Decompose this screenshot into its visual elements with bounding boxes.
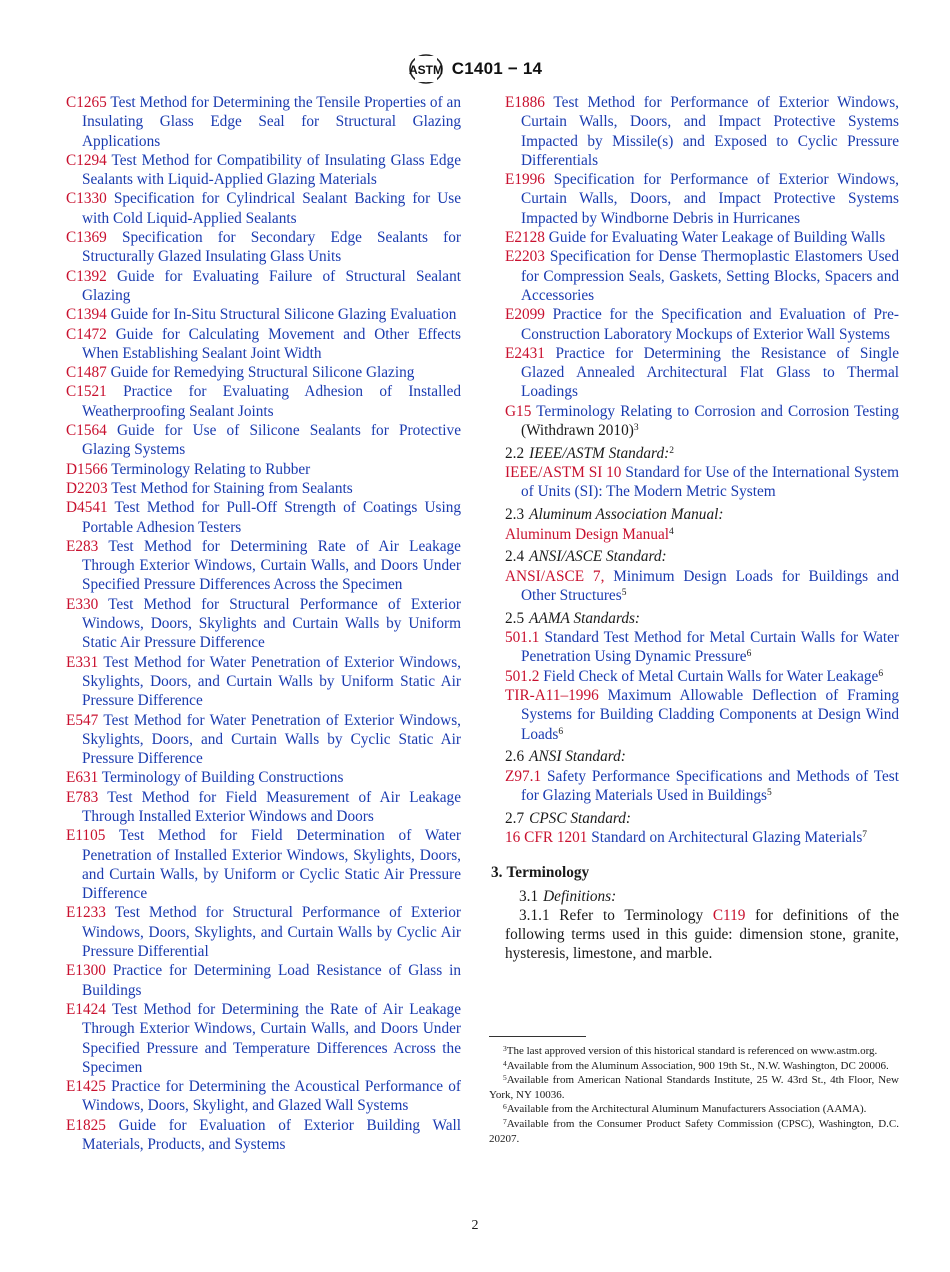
reference-title[interactable]: Guide for In-Situ Structural Silicone Glazing Evaluation	[110, 306, 457, 324]
reference-code[interactable]: C1330	[66, 190, 107, 208]
paragraph-text: 3.1.1 Refer to Terminology	[519, 906, 713, 924]
section-title: Terminology	[506, 864, 590, 882]
reference-title[interactable]: Specification for Secondary Edge Sealants for Structurally Glazed Insulating Glass Units	[82, 229, 461, 266]
subsection-number: 2.4	[505, 548, 525, 566]
reference-entry-z97-1[interactable]	[505, 767, 899, 806]
section-heading-terminology	[491, 863, 899, 882]
footnote-text: Available from the Architectural Aluminum Manufacturers Association (AAMA).	[506, 1103, 867, 1116]
reference-title[interactable]: Test Method for Field Determination of Water Penetration of Installed Exterior Windows, Skylights, Doors, and Curtain Walls, by Uniform or Cyclic Static Air Pressure Difference	[82, 827, 461, 903]
reference-entry[interactable]	[66, 1000, 461, 1077]
subsection-number: 2.3	[505, 506, 525, 524]
reference-code[interactable]: E330	[66, 595, 99, 613]
subsection-label: Aluminum Association Manual:	[529, 506, 724, 524]
subsection-heading-2-2	[505, 444, 899, 463]
footnote-5	[489, 1073, 899, 1102]
reference-code[interactable]: C1394	[66, 306, 107, 324]
reference-title[interactable]: Terminology of Building Constructions	[101, 769, 344, 787]
reference-code[interactable]: E631	[66, 769, 99, 787]
footnote-3	[489, 1044, 899, 1059]
reference-title[interactable]: Practice for Determining the Acoustical Performance of Windows, Doors, Skylight, and Glazed Wall Systems	[82, 1078, 462, 1115]
reference-code[interactable]: E2203	[505, 248, 545, 266]
reference-title[interactable]: Practice for Determining Load Resistance of Glass in Buildings	[82, 962, 461, 999]
subsection-number: 2.7	[505, 809, 525, 827]
footnote-ref[interactable]: 7	[862, 829, 868, 840]
reference-entry[interactable]	[66, 498, 461, 537]
reference-title[interactable]: Test Method for Performance of Exterior Windows, Curtain Walls, Doors, and Impact Protective Systems Impacted by Missile(s) and Exposed to Cyclic Pressure Differentials	[521, 94, 899, 169]
reference-entry[interactable]	[505, 247, 899, 305]
reference-code[interactable]: E1233	[66, 904, 106, 922]
reference-title[interactable]: Field Check of Metal Curtain Walls for Water Leakage	[543, 667, 879, 685]
reference-code[interactable]: ANSI/ASCE 7,	[505, 567, 605, 585]
reference-title[interactable]: Test Method for Determining the Rate of Air Leakage Through Exterior Windows, Curtain Walls, and Doors Under Specified Pressure and Temperature Differences Across the Specimen	[82, 1000, 461, 1076]
reference-title[interactable]: Practice for the Specification and Evaluation of Pre-Construction Laboratory Mockups of Exterior Wall Systems	[521, 306, 899, 343]
subsection-label: IEEE/ASTM Standard:	[529, 444, 670, 462]
reference-code[interactable]: E2431	[505, 344, 545, 362]
reference-code[interactable]: E1105	[66, 827, 106, 845]
subsection-heading-3-1	[505, 887, 899, 906]
reference-title[interactable]: Guide for Remedying Structural Silicone Glazing	[110, 364, 415, 382]
reference-code[interactable]: 501.1	[505, 629, 540, 647]
footnote-text: The last approved version of this historical standard is referenced on www.astm.org.	[506, 1045, 878, 1057]
right-reference-list	[505, 93, 899, 402]
reference-title[interactable]: Test Method for Pull-Off Strength of Coatings Using Portable Adhesion Testers	[82, 499, 461, 536]
reference-title[interactable]: Test Method for Determining Rate of Air Leakage Through Exterior Windows, Curtain Walls, and Doors Under Specified Pressure Differences Across the Specimen	[82, 537, 461, 594]
reference-entry[interactable]	[505, 344, 899, 402]
reference-entry[interactable]	[66, 788, 461, 827]
reference-title[interactable]: Guide for Evaluation of Exterior Building Wall Materials, Products, and Systems	[82, 1116, 461, 1154]
subsection-label: AAMA Standards:	[529, 609, 641, 627]
reference-code[interactable]: TIR-A11–1996	[505, 686, 599, 704]
footnote-6	[489, 1102, 899, 1117]
subsection-label: Definitions:	[543, 887, 617, 905]
subsection-number: 2.2	[505, 444, 525, 462]
footnote-ref[interactable]: 4	[669, 526, 674, 537]
subsection-number: 3.1	[519, 887, 539, 905]
reference-entry[interactable]	[505, 228, 899, 247]
reference-entry[interactable]	[66, 1077, 461, 1116]
reference-title[interactable]: Safety Performance Specifications and Methods of Test for Glazing Materials Used in Buildings	[521, 767, 900, 804]
svg-text:ASTM: ASTM	[408, 63, 443, 77]
reference-entry[interactable]	[66, 479, 461, 498]
reference-code[interactable]: C1564	[66, 422, 107, 440]
reference-entry-16cfr1201[interactable]	[505, 828, 899, 847]
reference-title[interactable]: Minimum Design Loads for Buildings and Other Structures	[521, 567, 900, 604]
reference-entry[interactable]	[66, 653, 461, 711]
page-number: 2	[471, 1218, 479, 1233]
reference-code[interactable]: E283	[66, 537, 99, 555]
reference-title[interactable]: Specification for Cylindrical Sealant Backing for Use with Cold Liquid-Applied Sealants	[82, 190, 461, 227]
reference-code[interactable]: E2099	[505, 306, 545, 324]
reference-code[interactable]: E1825	[66, 1116, 106, 1134]
reference-code[interactable]: 16 CFR 1201	[505, 828, 588, 846]
reference-title[interactable]: Guide for Evaluating Water Leakage of Building Walls	[548, 229, 886, 247]
reference-code[interactable]: C1521	[66, 383, 107, 401]
reference-entry[interactable]	[66, 267, 461, 306]
reference-title[interactable]: Guide for Calculating Movement and Other Effects When Establishing Sealant Joint Width	[82, 325, 461, 362]
reference-code[interactable]: Z97.1	[505, 767, 542, 785]
right-column	[491, 93, 900, 964]
reference-title[interactable]: Terminology Relating to Rubber	[111, 460, 311, 478]
reference-entry-aluminum-design-manual[interactable]	[505, 525, 899, 544]
footnote-text: Available from the Consumer Product Safety Commission (CPSC), Washington, D.C. 20207.	[489, 1117, 899, 1145]
subsection-heading-2-4	[505, 547, 899, 566]
reference-title[interactable]: Practice for Determining the Resistance of Single Glazed Annealed Architectural Flat Glass to Thermal Loadings	[521, 344, 899, 401]
subsection-label: ANSI/ASCE Standard:	[529, 548, 667, 566]
subsection-heading-2-5	[505, 609, 899, 628]
reference-code[interactable]: D4541	[66, 499, 108, 517]
reference-entry[interactable]	[66, 460, 461, 479]
paragraph-text: for definitions of the following terms used in this guide: dimension stone, granite, hysteresis, limestone, and marble.	[505, 906, 899, 963]
reference-title[interactable]: Guide for Evaluating Failure of Structural Sealant Glazing	[82, 267, 461, 304]
reference-entry[interactable]	[66, 305, 461, 324]
subsection-heading-2-7	[505, 809, 899, 828]
reference-code[interactable]: G15	[505, 402, 532, 420]
reference-entry[interactable]	[66, 382, 461, 421]
reference-entry[interactable]	[66, 768, 461, 787]
reference-entry[interactable]	[505, 93, 899, 170]
footnote-7	[489, 1117, 899, 1146]
reference-title[interactable]: Test Method for Compatibility of Insulating Glass Edge Sealants with Liquid-Applied Glazing Materials	[82, 151, 461, 189]
footnote-number: 3	[503, 1044, 507, 1053]
reference-code[interactable]: E2128	[505, 229, 545, 247]
reference-entry-ieee-si10[interactable]	[505, 463, 899, 502]
subsection-heading-2-6	[505, 747, 899, 766]
reference-code[interactable]: E1996	[505, 171, 545, 189]
reference-entry[interactable]	[505, 170, 899, 228]
reference-code[interactable]: 501.2	[505, 667, 540, 685]
reference-entry[interactable]	[66, 1116, 461, 1155]
footnotes	[489, 1044, 899, 1146]
reference-title[interactable]: Test Method for Structural Performance of Exterior Windows, Doors, Skylights and Curtain Walls by Uniform Static Air Pressure Difference	[82, 595, 461, 652]
footnote-text: Available from American National Standards Institute, 25 W. 43rd St., 4th Floor, New York, NY 10036.	[489, 1074, 899, 1101]
subsection-number: 2.6	[505, 748, 525, 766]
subsection-label: CPSC Standard:	[529, 809, 631, 827]
reference-title[interactable]: Terminology Relating to Corrosion and Corrosion Testing	[536, 402, 899, 420]
astm-logo-icon	[408, 53, 444, 85]
reference-title[interactable]: Test Method for Structural Performance of Exterior Windows, Doors, Skylights, and Curtain Walls by Cyclic Air Pressure Differential	[82, 904, 461, 961]
reference-title[interactable]: Test Method for Water Penetration of Exterior Windows, Skylights, Doors, and Curtain Walls by Cyclic Static Air Pressure Difference	[82, 711, 461, 768]
reference-entry[interactable]	[66, 961, 461, 1000]
reference-code[interactable]: E1886	[505, 94, 545, 111]
reference-entry[interactable]	[66, 903, 461, 961]
reference-entry[interactable]	[66, 228, 461, 267]
footnote-ref[interactable]: 3	[633, 423, 639, 434]
aama-reference-list	[505, 628, 899, 744]
page-header	[0, 52, 950, 86]
reference-entry[interactable]	[66, 537, 461, 595]
reference-title[interactable]: Specification for Performance of Exterior Windows, Curtain Walls, Doors, and Impact Protective Systems Impacted by Windborne Debris in Hurricanes	[521, 171, 900, 227]
withdrawn-note: (Withdrawn 2010)	[521, 422, 634, 440]
reference-code[interactable]: C1369	[66, 229, 107, 247]
reference-entry[interactable]	[505, 667, 899, 686]
footnote-text: Available from the Aluminum Association, 900 19th St., N.W. Washington, DC 20006.	[506, 1059, 889, 1072]
reference-code[interactable]: E1300	[66, 962, 106, 980]
reference-title[interactable]: Maximum Allowable Deflection of Framing Systems for Building Cladding Components at Design Wind Loads	[521, 686, 900, 743]
subsection-label: ANSI Standard:	[529, 748, 626, 766]
reference-title[interactable]: Test Method for Water Penetration of Exterior Windows, Skylights, Doors, and Curtain Walls by Uniform Static Air Pressure Difference	[82, 653, 461, 710]
reference-code[interactable]: C1487	[66, 364, 107, 382]
terminology-link-c119[interactable]: C119	[712, 906, 746, 924]
standard-designation: C1401 − 14	[451, 59, 543, 78]
footnote-ref[interactable]: 5	[766, 787, 772, 798]
reference-code[interactable]: C1294	[66, 151, 107, 169]
reference-title[interactable]: Standard Test Method for Metal Curtain Walls for Water Penetration Using Dynamic Pressure	[521, 629, 899, 666]
reference-code[interactable]: Aluminum Design Manual	[505, 525, 670, 543]
reference-title[interactable]: Standard on Architectural Glazing Materials	[591, 828, 863, 846]
footnote-ref[interactable]: 2	[669, 445, 674, 456]
reference-code[interactable]: E1425	[66, 1078, 106, 1096]
reference-code[interactable]: E547	[66, 711, 99, 729]
footnote-ref[interactable]: 6	[558, 726, 564, 737]
reference-code[interactable]: E331	[66, 653, 99, 671]
reference-title[interactable]: Practice for Evaluating Adhesion of Installed Weatherproofing Sealant Joints	[82, 383, 462, 420]
footnote-number: 7	[503, 1116, 507, 1126]
reference-title[interactable]: Test Method for Staining from Sealants	[111, 479, 353, 497]
reference-entry[interactable]	[66, 363, 461, 382]
reference-code[interactable]: C1265	[66, 94, 107, 111]
subsection-heading-2-3	[505, 505, 899, 524]
footnote-ref[interactable]: 6	[746, 649, 752, 660]
reference-entry[interactable]	[66, 711, 461, 769]
footnote-4	[489, 1059, 899, 1074]
left-column	[66, 93, 461, 1154]
reference-code[interactable]: C1472	[66, 325, 107, 343]
paragraph-3-1-1	[505, 906, 899, 964]
reference-code[interactable]: E783	[66, 788, 99, 806]
reference-entry[interactable]	[66, 189, 461, 228]
subsection-number: 2.5	[505, 609, 525, 627]
reference-code[interactable]: IEEE/ASTM SI 10	[505, 464, 622, 482]
reference-entry-g15[interactable]	[505, 402, 899, 441]
reference-entry[interactable]	[505, 686, 899, 744]
reference-title[interactable]: Standard for Use of the International System of Units (SI): The Modern Metric System	[521, 464, 899, 501]
footnote-number: 5	[503, 1073, 507, 1083]
reference-code[interactable]: D2203	[66, 479, 108, 497]
reference-entry[interactable]	[66, 325, 461, 364]
reference-title[interactable]: Test Method for Field Measurement of Air Leakage Through Installed Exterior Windows and Doors	[82, 788, 461, 825]
footnote-divider	[489, 1036, 586, 1037]
reference-title[interactable]: Guide for Use of Silicone Sealants for Protective Glazing Systems	[82, 422, 461, 459]
reference-code[interactable]: C1392	[66, 267, 107, 285]
reference-title[interactable]: Specification for Dense Thermoplastic Elastomers Used for Compression Seals, Gaskets, Setting Blocks, Spacers and Accessories	[521, 248, 899, 304]
footnote-ref[interactable]: 6	[878, 668, 884, 679]
reference-entry[interactable]	[66, 93, 461, 151]
reference-title[interactable]: Test Method for Determining the Tensile Properties of an Insulating Glass Edge Seal for Structural Glazing Applications	[82, 94, 461, 150]
reference-entry[interactable]	[66, 595, 461, 653]
reference-entry[interactable]	[66, 421, 461, 460]
reference-entry[interactable]	[505, 305, 899, 344]
reference-code[interactable]: E1424	[66, 1000, 106, 1018]
footnote-ref[interactable]: 5	[621, 587, 627, 598]
footnote-number: 4	[503, 1058, 507, 1068]
footnote-number: 6	[503, 1102, 507, 1112]
reference-entry[interactable]	[66, 151, 461, 190]
reference-entry[interactable]	[66, 826, 461, 903]
reference-code[interactable]: D1566	[66, 460, 108, 478]
section-number: 3.	[491, 864, 503, 882]
reference-entry[interactable]	[505, 628, 899, 667]
reference-entry-asce7[interactable]	[505, 567, 899, 606]
